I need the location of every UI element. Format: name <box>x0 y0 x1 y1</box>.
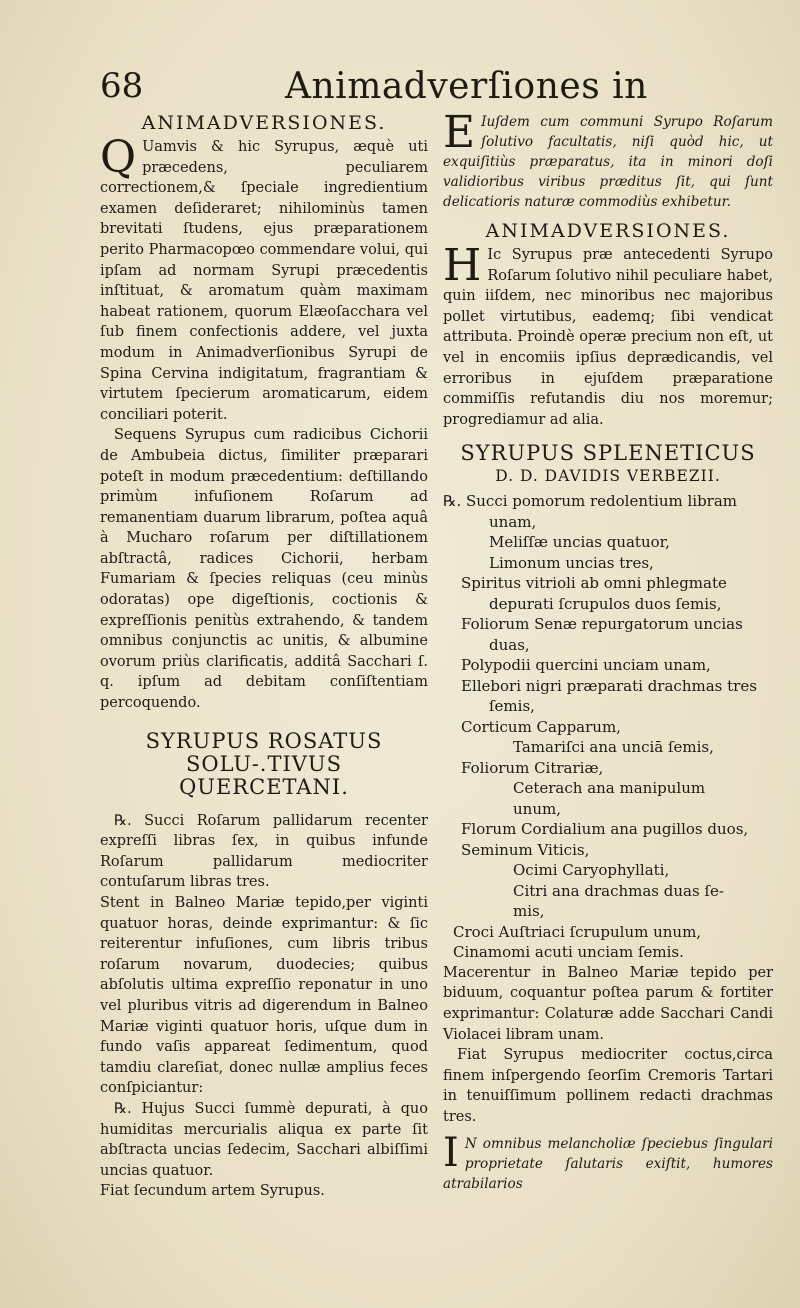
paragraph: Macerentur in Balneo Mariæ tepido per biduum, coquantur poſtea parum & fortiter exprimantur: Colaturæ adde Sacchari Candi Violacei libram unam. <box>443 964 773 1043</box>
recipe-list <box>443 491 773 963</box>
recipe-line: ℞. Succi pomorum redolentium libram <box>443 492 738 511</box>
running-head: Animadverſiones in <box>285 66 648 107</box>
paragraph: Fiat Syrupus mediocriter coctus,circa finem inſpergendo ſeorſim Cremoris Tartari in tenuiſſimum pollinem redacti drachmas tres. <box>443 1047 773 1125</box>
paragraph: Q Uamvis & hic Syrupus, æquè uti præcedens, peculiarem correctionem,& ſpeciale ingredientium examen deſideraret; nihilominùs tamen brevitati ſtudens, ejus præparationem perito Pharmacopœo commendare volui, qui ipſam ad normam Syrupi præcedentis inſtituat, & aromatum quàm maximam habeat rationem, quorum Elæoſacchara vel ſub finem confectionis addere, vel juxta modum in Animadverſionibus Syrupi de Spina Cervina indigitatum, fragrantiam & virtutem ſpecierum aromaticarum, eidem conciliari poterit. <box>100 132 428 423</box>
heading-author: D. D. DAVIDIS VERBEZII. <box>495 467 721 486</box>
recipe-line: ſemis, <box>489 697 535 716</box>
heading-syrupus-rosatus: SYRUPUS ROSATUS SOLU-.TIVUS QUERCETANI. <box>145 728 383 799</box>
heading-syrupus-spleneticus: SYRUPUS SPLENETICUS <box>460 441 756 466</box>
recipe-line: Fiat ſecundum artem Syrupus. <box>100 1183 325 1200</box>
heading-animadversiones: ANIMADVERSIONES. <box>485 220 731 242</box>
recipe-line: Foliorum Citrariæ, <box>461 758 604 777</box>
paragraph: Sequens Syrupus cum radicibus Cichorii de Ambubeia dictus, ſimiliter præparari poteſt in modum præcedentium: deſtillando primùm infuſionem Roſarum ad remanentiam duarum librarum, poſtea aquâ à Mucharo roſarum per diſtillationem abſtractâ, radices Cichorii, herbam Fumariam & ſpecies reliquas (ceu minùs odoratas) ope digeſtionis, coctionis & expreſſionis penitùs extrahendo, & tandem omnibus conjunctis ac unitis, & albumine ovorum priùs clarificatis, additâ Sacchari ſ. q. ipſum ad debitam conſiſtentiam percoquendo. <box>100 427 428 712</box>
heading-animadversiones: ANIMADVERSIONES. <box>141 112 387 134</box>
recipe-line: mis, <box>513 902 545 921</box>
paragraph: H Ic Syrupus præ antecedenti Syrupo Roſarum ſolutivo nihil peculiare habet, quin iiſdem, nec minoribus nec majoribus pollet virtutibus, eademq; ſibi vendicat attributa. Proindè operæ precium non eſt, ut vel in encomiis ipſius deprædicandis, vel erroribus in ejuſdem præparatione commiſſis refutandis diu nos moremur; progrediamur ad alia. <box>443 240 773 428</box>
drop-cap: Q <box>100 132 137 183</box>
recipe-line: Polypodii quercini unciam unam, <box>461 656 711 675</box>
recipe-line: Stent in Balneo Mariæ tepido,per viginti quatuor horas, deinde exprimantur: & ſic reiterentur infuſiones, cum libris tribus roſarum novarum, duodecies; quibus abſolutis ultima expreſſio reponatur in uno vel pluribus vitris ad digerendum in Balneo Mariæ viginti quatuor horis, uſque dum in fundo vaſis appareat ſedimentum, quod tamdiu clareſiat, donec nullæ amplius feces conſpiciantur: <box>100 895 428 1097</box>
recipe-line: Cinamomi acuti unciam ſemis. <box>453 943 684 962</box>
recipe-line: Ocimi Caryophyllati, <box>513 861 670 880</box>
italic-intro: E Iuſdem cum communi Syrupo Roſarum ſolutivo facultatis, niſi quòd hic, ut exquiſitiùs præparatus, ita in minori doſi validioribus viribus præditus ſit, qui ſunt delicatioris naturæ commodiùs exhibetur. <box>443 107 773 210</box>
recipe-line: unum, <box>513 799 561 818</box>
recipe-line: Croci Auſtriaci ſcrupulum unum, <box>453 922 702 941</box>
recipe-line: unam, <box>489 512 537 531</box>
recipe-line: ℞. Hujus Succi ſummè depurati, à quo humiditas mercurialis aliqua ex parte ſit abſtracta uncias ſedecim, Sacchari albiſſimi uncias quatuor. <box>100 1100 428 1179</box>
recipe-line: Tamariſci ana unciā ſemis, <box>513 738 714 757</box>
italic-closing: I N omnibus melancholiæ ſpeciebus ſingulari proprietate ſalutaris exiſtit, humores atrabilarios <box>443 1129 773 1192</box>
right-column <box>443 107 773 1194</box>
recipe-line: Meliſſæ uncias quatuor, <box>489 533 670 552</box>
recipe-line: Foliorum Senæ repurgatorum uncias <box>461 615 743 634</box>
page-header <box>100 66 720 108</box>
recipe-line: Spiritus vitrioli ab omni phlegmate <box>461 574 727 593</box>
recipe-line: Ellebori nigri præparati drachmas tres <box>461 676 757 695</box>
recipe-line: Seminum Viticis, <box>461 840 590 859</box>
recipe-line: duas, <box>489 635 530 654</box>
recipe-line: ℞. Succi Roſarum pallidarum recenter expreſſi libras ſex, in quibus infunde Roſarum pallidarum mediocriter contuſarum libras tres. <box>100 812 428 891</box>
page-number: 68 <box>100 66 144 106</box>
drop-cap: H <box>443 240 482 291</box>
drop-cap: I <box>443 1129 459 1176</box>
recipe-line: Limonum uncias tres, <box>489 553 654 572</box>
left-column <box>100 112 428 1202</box>
recipe-line: Florum Cordialium ana pugillos duos, <box>461 820 749 839</box>
recipe-line: Ceterach ana manipulum <box>513 779 706 798</box>
recipe-line: Citri ana drachmas duas ſe- <box>513 881 724 900</box>
drop-cap: E <box>443 107 476 158</box>
recipe-line: Corticum Capparum, <box>461 717 621 736</box>
recipe-line: depurati ſcrupulos duos ſemis, <box>489 594 722 613</box>
